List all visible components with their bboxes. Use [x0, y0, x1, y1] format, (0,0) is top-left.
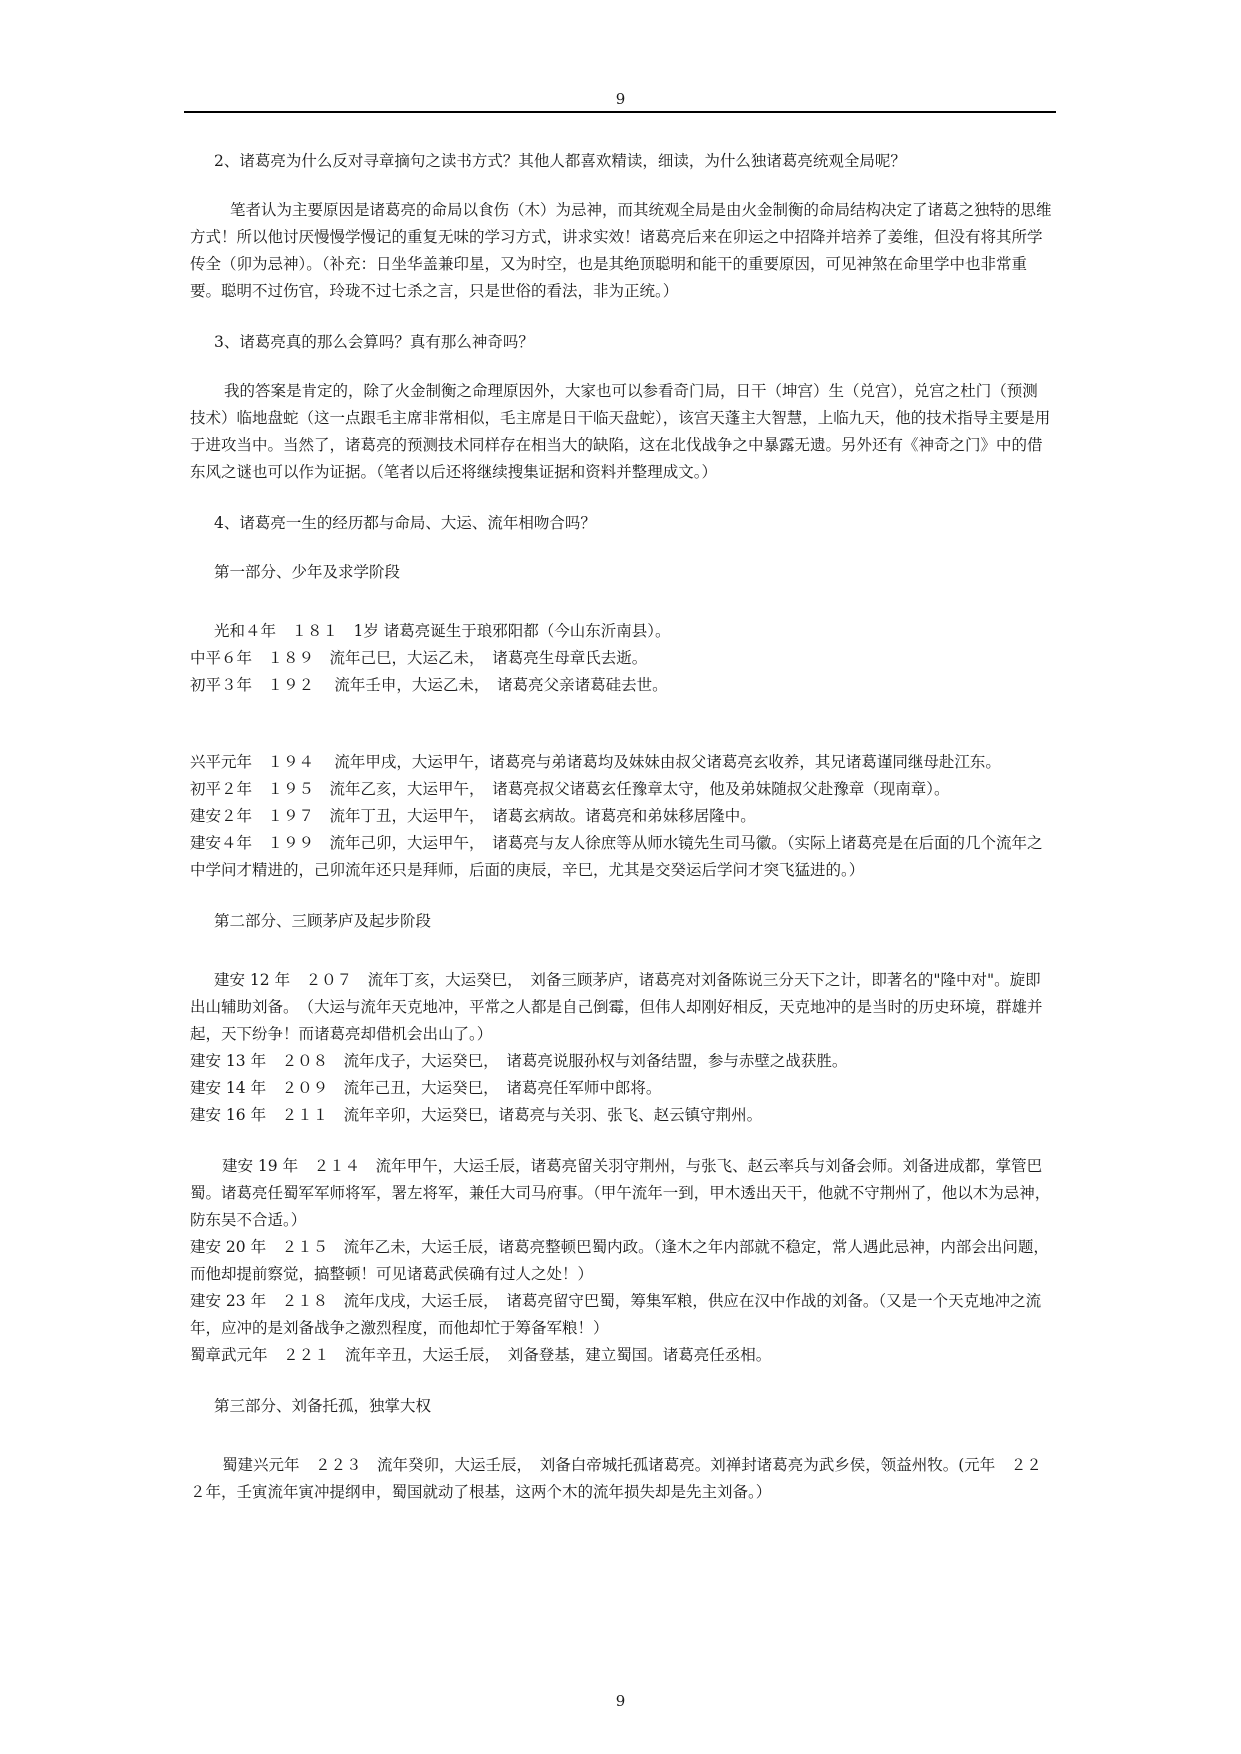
question-3: 3、诸葛亮真的那么会算吗？真有那么神奇吗？ [214, 333, 534, 351]
timeline-entry: 建安 23 年 ２１８ 流年戊戌，大运壬辰， 诸葛亮留守巴蜀，筹集军粮，供应在汉中作战的刘备。（又是一个天克地冲之流年，应冲的是刘备战争之激烈程度，而他却忙于筹备军粮！） [190, 1292, 1042, 1337]
section-title-part1: 第一部分、少年及求学阶段 [214, 563, 401, 581]
answer-3: 我的答案是肯定的，除了火金制衡之命理原因外，大家也可以参看奇门局，日干（坤宫）生（兑宫），兑宫之杜门（预测技术）临地盘蛇（这一点跟毛主席非常相似，毛主席是日干临天盘蛇），该宫天蓬主大智慧，上临九天，他的技术指导主要是用于进攻当中。当然了，诸葛亮的预测技术同样存在相当大的缺陷，这在北伐战争之中暴露无遗。另外还有《神奇之门》中的借东风之谜也可以作为证据。（笔者以后还将继续搜集证据和资料并整理成文。） [190, 382, 1051, 481]
timeline-entry: 初平３年 １９２ 流年壬申，大运乙未， 诸葛亮父亲诸葛硅去世。 [190, 676, 668, 694]
timeline-entry: 建安 14 年 ２０９ 流年己丑，大运癸巳， 诸葛亮任军师中郎将。 [190, 1079, 662, 1097]
header-page-number: 9 [615, 90, 626, 108]
document-body [190, 148, 1052, 1506]
question-4: 4、诸葛亮一生的经历都与命局、大运、流年相吻合吗？ [214, 514, 596, 532]
answer-2: 笔者认为主要原因是诸葛亮的命局以食伤（木）为忌神，而其统观全局是由火金制衡的命局结构决定了诸葛之独特的思维方式！所以他讨厌慢慢学慢记的重复无味的学习方式，讲求实效！诸葛亮后来在卯运之中招降并培养了姜维，但没有将其所学传全（卯为忌神）。（补充：日坐华盖兼印星，又为时空，也是其绝顶聪明和能干的重要原因，可见神煞在命里学中也非常重要。聪明不过伤官，玲珑不过七杀之言，只是世俗的看法，非为正统。） [190, 201, 1052, 300]
section-title-part3: 第三部分、刘备托孤，独掌大权 [214, 1397, 432, 1415]
header-rule [184, 111, 1056, 113]
timeline-entry: 建安 13 年 ２０８ 流年戊子，大运癸巳， 诸葛亮说服孙权与刘备结盟，参与赤壁之战获胜。 [190, 1052, 848, 1070]
timeline-entry: 初平２年 １９５ 流年乙亥，大运甲午， 诸葛亮叔父诸葛玄任豫章太守，他及弟妹随叔父赴豫章（现南章）。 [190, 780, 950, 798]
timeline-entry: 建安 16 年 ２１１ 流年辛卯，大运癸巳，诸葛亮与关羽、张飞、赵云镇守荆州。 [190, 1106, 763, 1124]
timeline-entry: 建安 12 年 ２０７ 流年丁亥，大运癸巳， 刘备三顾茅庐，诸葛亮对刘备陈说三分天下之计，即著名的"隆中对"。旋即出山辅助刘备。 （大运与流年天克地冲，平常之人都是自己倒霉，但伟人却刚好相反，天克地冲的是当时的历史环境，群雄并起，天下纷争！而诸葛亮却借机会出山了。） [190, 971, 1043, 1043]
timeline-entry: 兴平元年 １９４ 流年甲戌，大运甲午，诸葛亮与弟诸葛均及妹妹由叔父诸葛亮玄收养，其兄诸葛谨同继母赴江东。 [190, 753, 1001, 771]
question-2: 2、诸葛亮为什么反对寻章摘句之读书方式？其他人都喜欢精读，细读，为什么独诸葛亮统观全局呢？ [214, 152, 906, 170]
timeline-entry: 建安 20 年 ２１５ 流年乙未，大运壬辰，诸葛亮整顿巴蜀内政。（逢木之年内部就不稳定，常人遇此忌神，内部会出问题，而他却提前察觉，搞整顿！可见诸葛武侯确有过人之处！） [190, 1238, 1049, 1283]
timeline-entry: 建安２年 １９７ 流年丁丑，大运甲午， 诸葛玄病故。诸葛亮和弟妹移居隆中。 [190, 807, 756, 825]
timeline-entry: 蜀章武元年 ２２１ 流年辛丑，大运壬辰， 刘备登基，建立蜀国。诸葛亮任丞相。 [190, 1346, 772, 1364]
timeline-entry: 建安４年 １９９ 流年己卯，大运甲午， 诸葛亮与友人徐庶等从师水镜先生司马徽。（实际上诸葛亮是在后面的几个流年之中学问才精进的，己卯流年还只是拜师，后面的庚辰，辛巳，尤其是交癸运后学问才突飞猛进的。） [190, 834, 1043, 879]
timeline-entry: 建安 19 年 ２１４ 流年甲午，大运壬辰，诸葛亮留关羽守荆州，与张飞、赵云率兵与刘备会师。刘备进成都，掌管巴蜀。诸葛亮任蜀军军师将军，署左将军，兼任大司马府事。（甲午流年一到，甲木透出天干，他就不守荆州了，他以木为忌神，防东吴不合适。） [190, 1157, 1051, 1229]
section-title-part2: 第二部分、三顾茅庐及起步阶段 [214, 912, 432, 930]
timeline-entry: 光和４年 １８１ 1岁 诸葛亮诞生于琅邪阳都（今山东沂南县）。 [214, 622, 671, 640]
timeline-entry: 蜀建兴元年 ２２３ 流年癸卯，大运壬辰， 刘备白帝城托孤诸葛亮。刘禅封诸葛亮为武乡侯，领益州牧。(元年 ２２２年，壬寅流年寅冲提纲申，蜀国就动了根基，这两个木的流年损失却是先主刘备。） [190, 1456, 1042, 1501]
timeline-entry: 中平６年 １８９ 流年己巳，大运乙未， 诸葛亮生母章氏去逝。 [190, 649, 648, 667]
footer-page-number: 9 [615, 1692, 626, 1710]
